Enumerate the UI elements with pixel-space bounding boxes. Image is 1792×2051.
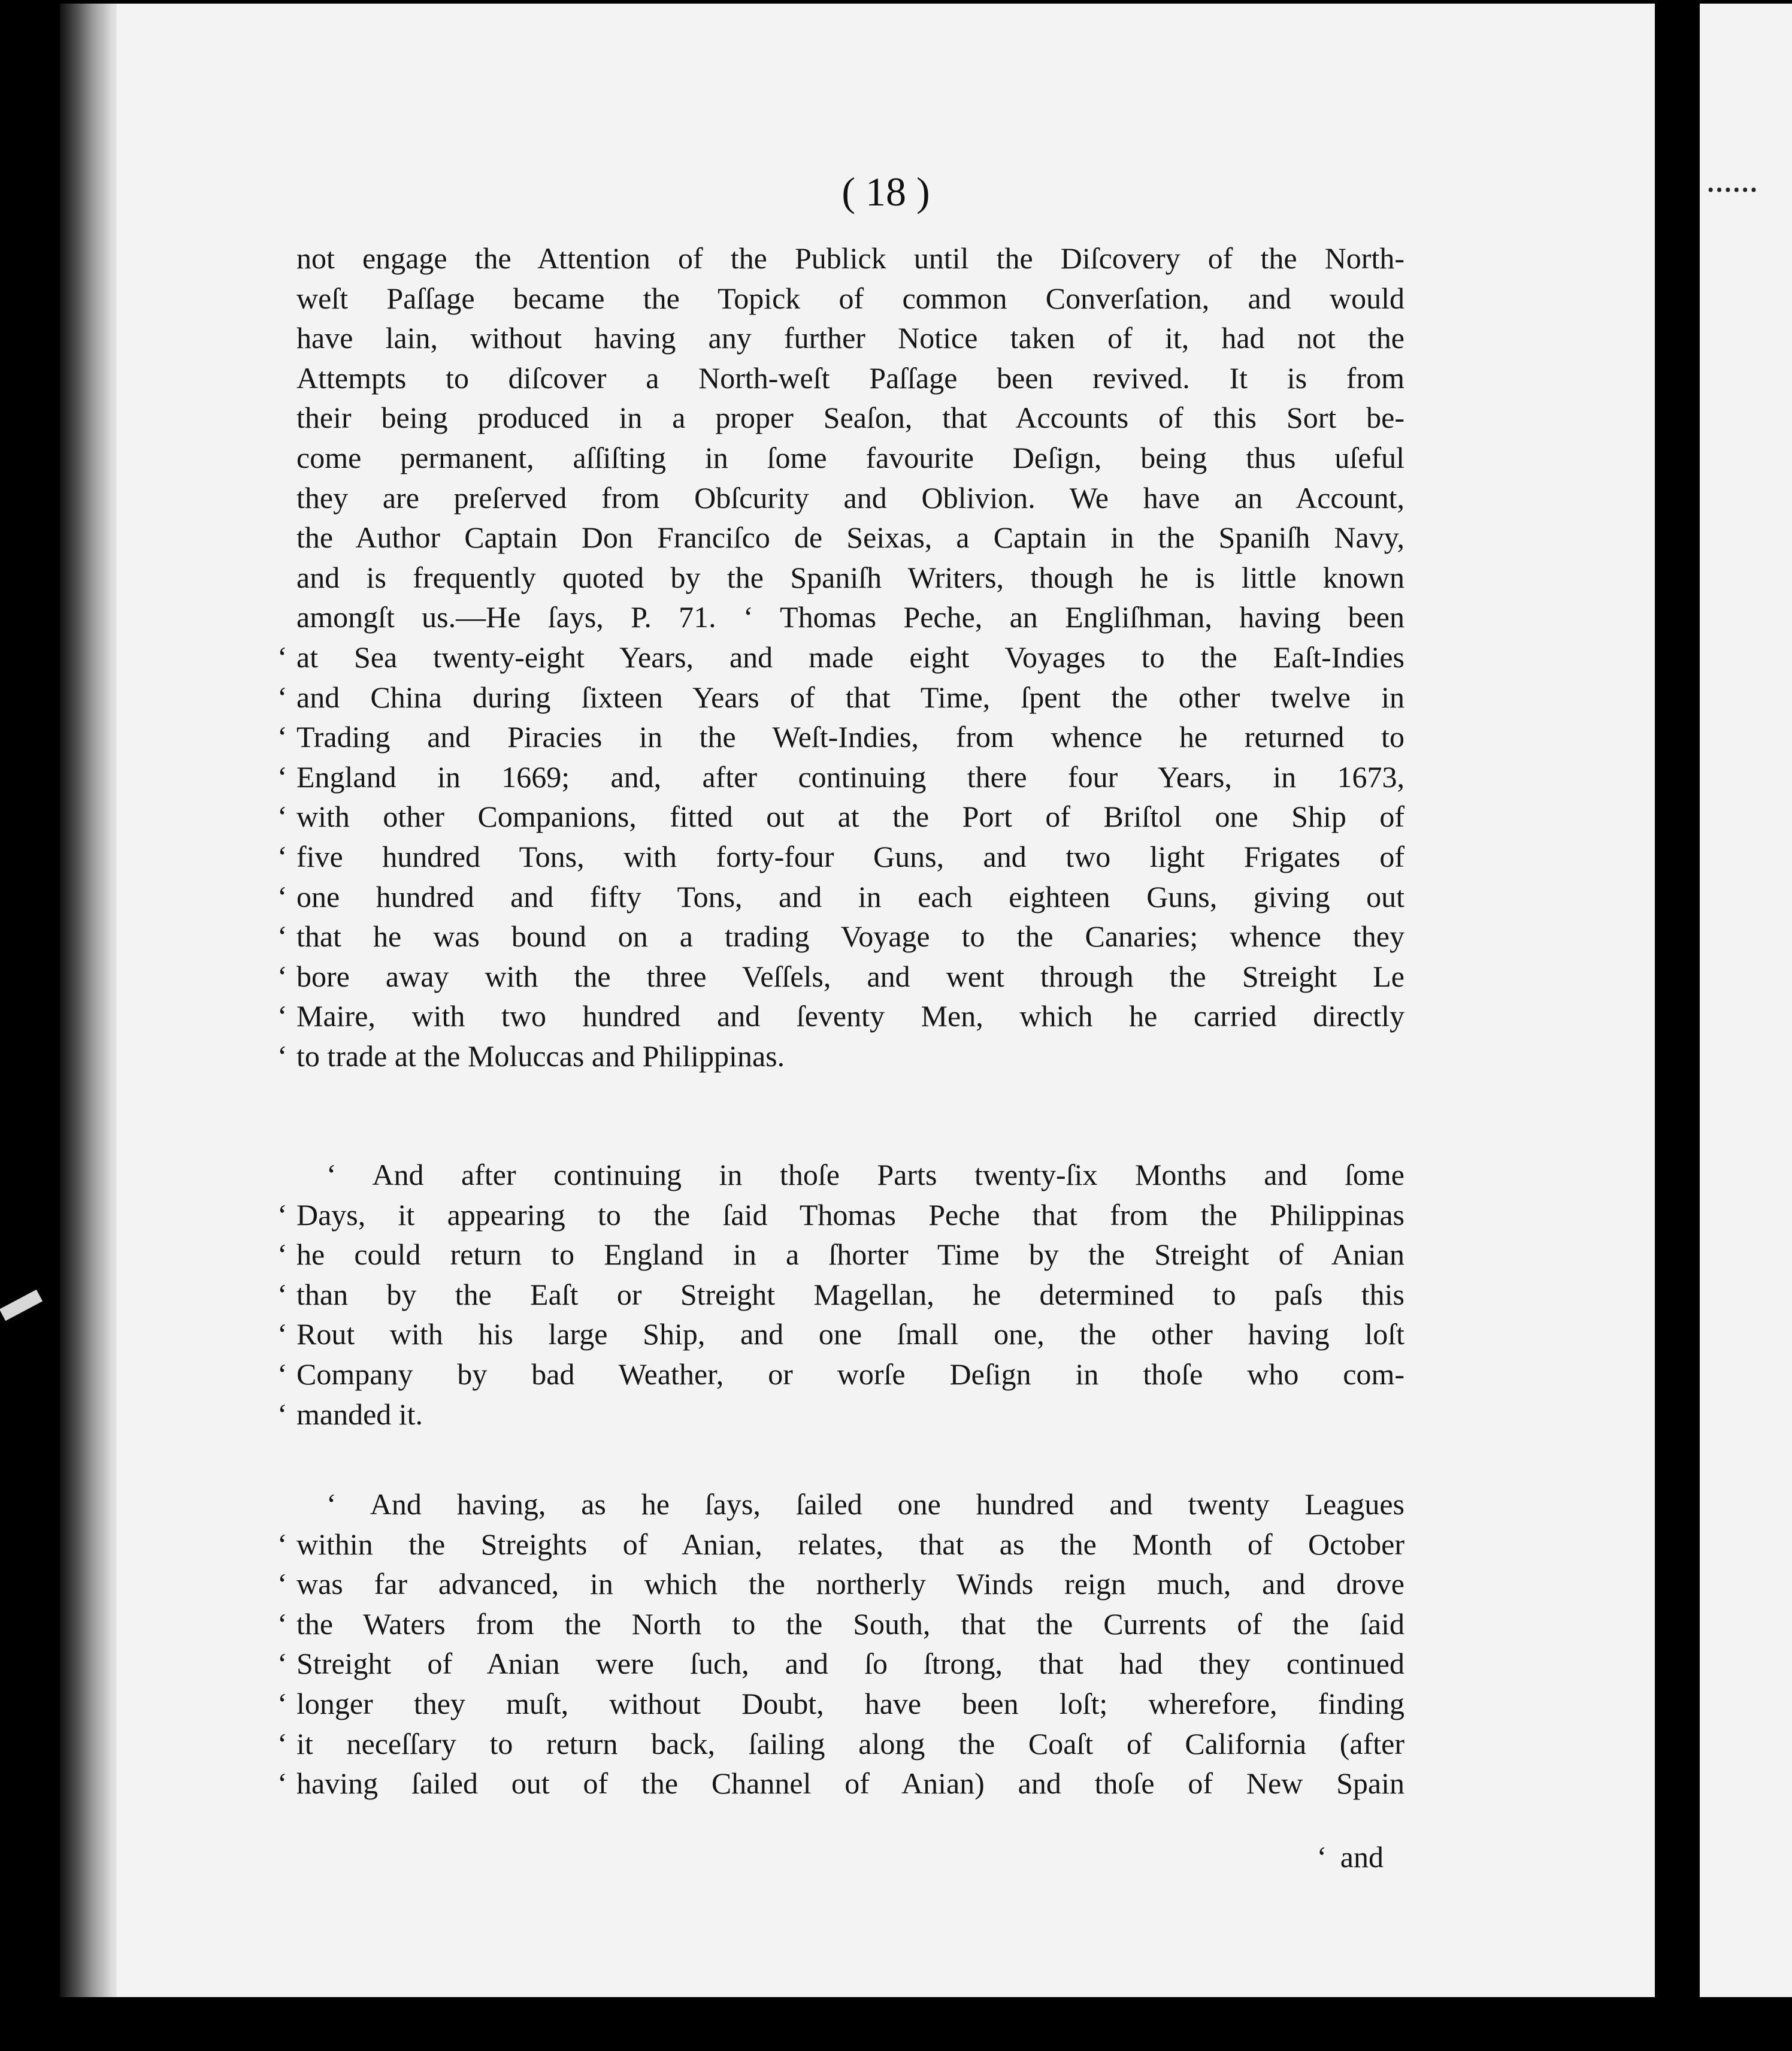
line-text: the Waters from the North to the South, that the Currents of the ſaid: [296, 1607, 1404, 1641]
quote-mark: ‘: [277, 1357, 287, 1391]
quoted-line: [277, 1684, 1404, 1724]
quoted-line: [277, 637, 1404, 677]
quoted-line: [277, 797, 1404, 837]
quote-mark: ‘: [277, 1197, 287, 1232]
line-text: he could return to England in a ſhorter Time by the Streight of Anian: [296, 1238, 1404, 1272]
quote-mark: ‘: [277, 1397, 287, 1431]
page-edge-shadow: [60, 4, 120, 1997]
quote-mark: ‘: [1316, 1840, 1327, 1874]
quoted-line: [277, 1394, 1404, 1435]
text-line: Attempts to diſcover a North-weſt Paſſage been revived. It is from: [296, 361, 1404, 395]
text-line: the Author Captain Don Franciſco de Seixas, a Captain in the Spaniſh Navy,: [296, 521, 1404, 555]
text-line: they are preſerved from Obſcurity and Oblivion. We have an Account,: [296, 480, 1404, 515]
quote-mark: ‘: [277, 1766, 287, 1801]
quoted-line: [277, 677, 1404, 718]
line-text: Days, it appearing to the ſaid Thomas Peche that from the Philippinas: [296, 1197, 1404, 1232]
quote-mark: ‘: [277, 1647, 287, 1681]
quoted-line: [277, 877, 1404, 917]
line-text: longer they muſt, without Doubt, have been loſt; wherefore, finding: [296, 1686, 1404, 1720]
quote-mark: ‘: [277, 959, 287, 993]
line-text: and China during ſixteen Years of that Time, ſpent the other twelve in: [296, 680, 1404, 714]
line-text: Trading and Piracies in the Weſt-Indies, from whence he returned to: [296, 720, 1404, 754]
text-line: have lain, without having any further Notice taken of it, had not the: [296, 321, 1404, 355]
quote-mark: ‘: [277, 1527, 287, 1561]
quote-mark: ‘: [277, 1039, 287, 1073]
text-line: and is frequently quoted by the Spaniſh Writers, though he is little known: [296, 560, 1404, 594]
quote-mark: ‘: [277, 1317, 287, 1351]
line-text: with other Companions, fitted out at the Port of Briſtol one Ship of: [296, 800, 1404, 834]
line-text: England in 1669; and, after continuing there four Years, in 1673,: [296, 760, 1404, 794]
line-text: within the Streights of Anian, relates, that as the Month of October: [296, 1527, 1404, 1561]
paragraph-1: [277, 238, 1404, 1076]
text-line: come permanent, aſſiſting in ſome favourite Deſign, being thus uſeful: [296, 440, 1404, 474]
quote-mark: ‘: [277, 879, 287, 913]
quoted-line: [277, 957, 1404, 997]
catchword: [1294, 1840, 1384, 1874]
quoted-line: [277, 717, 1404, 757]
line-text: that he was bound on a trading Voyage to the Canaries; whence they: [296, 919, 1404, 954]
quote-mark: ‘: [277, 800, 287, 834]
quote-mark: ‘: [277, 919, 287, 954]
quote-mark: ‘: [277, 1686, 287, 1720]
line-text: one hundred and fifty Tons, and in each eighteen Guns, giving out: [296, 879, 1404, 913]
text-line: their being produced in a proper Seaſon, that Accounts of this Sort be-: [296, 401, 1404, 435]
quoted-line: [277, 1604, 1404, 1644]
catchword-text: and: [1340, 1840, 1384, 1874]
text-line: weſt Paſſage became the Topick of common Converſation, and would: [296, 281, 1404, 315]
quote-mark: ‘: [277, 1567, 287, 1601]
quote-mark: ‘: [277, 1607, 287, 1641]
text-line: amongſt us.—He ſays, P. 71. ‘ Thomas Peche, an Engliſhman, having been: [296, 600, 1404, 634]
quoted-line: [277, 1354, 1404, 1394]
line-text: it neceſſary to return back, ſailing along the Coaſt of California (after: [296, 1726, 1404, 1760]
quoted-line: [277, 1235, 1404, 1275]
quoted-line: [277, 1524, 1404, 1565]
line-text: than by the Eaſt or Streight Magellan, he determined to paſs this: [296, 1277, 1404, 1311]
line-text: manded it.: [296, 1397, 423, 1431]
text-line: not engage the Attention of the Publick until the Diſcovery of the North-: [296, 241, 1404, 275]
page-number: ( 18 ): [841, 169, 930, 214]
quote-mark: ‘: [277, 720, 287, 754]
next-page-edge: [1700, 4, 1792, 1997]
quoted-line: [277, 1195, 1404, 1235]
quote-mark: ‘: [277, 999, 287, 1033]
line-text: Company by bad Weather, or worſe Deſign in thoſe who com-: [296, 1357, 1404, 1391]
line-text: having ſailed out of the Channel of Anian) and thoſe of New Spain: [296, 1766, 1404, 1801]
quote-mark: ‘: [277, 839, 287, 873]
next-page-fragment: ꞏꞏꞏꞏꞏꞏ: [1707, 177, 1759, 204]
line-text: ‘ And after continuing in thoſe Parts twenty-ſix Months and ſome: [326, 1158, 1404, 1191]
scan-artifact: [0, 1290, 43, 1321]
quoted-line: [277, 837, 1404, 877]
quote-mark: ‘: [277, 1277, 287, 1311]
line-text: was far advanced, in which the northerly Winds reign much, and drove: [296, 1567, 1404, 1601]
paragraph-3: [277, 1484, 1404, 1804]
quoted-line: [277, 1314, 1404, 1354]
quoted-line: [277, 1763, 1404, 1804]
page-gutter: [1655, 4, 1700, 1997]
line-text: Maire, with two hundred and ſeventy Men, which he carried directly: [296, 999, 1404, 1033]
quote-mark: ‘: [277, 760, 287, 794]
line-text: Streight of Anian were ſuch, and ſo ſtrong, that had they continued: [296, 1647, 1404, 1681]
text-line: [296, 1155, 1404, 1195]
quoted-line: [277, 916, 1404, 957]
line-text: at Sea twenty-eight Years, and made eight Voyages to the Eaſt-Indies: [296, 640, 1404, 674]
quoted-line: [277, 996, 1404, 1036]
paragraph-2: [277, 1155, 1404, 1434]
line-text: ‘ And having, as he ſays, ſailed one hundred and twenty Leagues: [326, 1487, 1404, 1521]
quoted-line: [277, 757, 1404, 797]
quoted-line: [277, 1036, 1404, 1076]
quoted-line: [277, 1724, 1404, 1764]
quoted-line: [277, 1275, 1404, 1315]
quote-mark: ‘: [277, 640, 287, 674]
quoted-line: [277, 1564, 1404, 1604]
line-text: five hundred Tons, with forty-four Guns, and two light Frigates of: [296, 839, 1404, 873]
quoted-line: [277, 1644, 1404, 1684]
quote-mark: ‘: [277, 1238, 287, 1272]
text-line: [296, 1484, 1404, 1524]
quote-mark: ‘: [277, 680, 287, 714]
quote-mark: ‘: [277, 1726, 287, 1760]
line-text: bore away with the three Veſſels, and went through the Streight Le: [296, 959, 1404, 993]
line-text: Rout with his large Ship, and one ſmall one, the other having loſt: [296, 1317, 1404, 1351]
line-text: to trade at the Moluccas and Philippinas.: [296, 1039, 785, 1073]
